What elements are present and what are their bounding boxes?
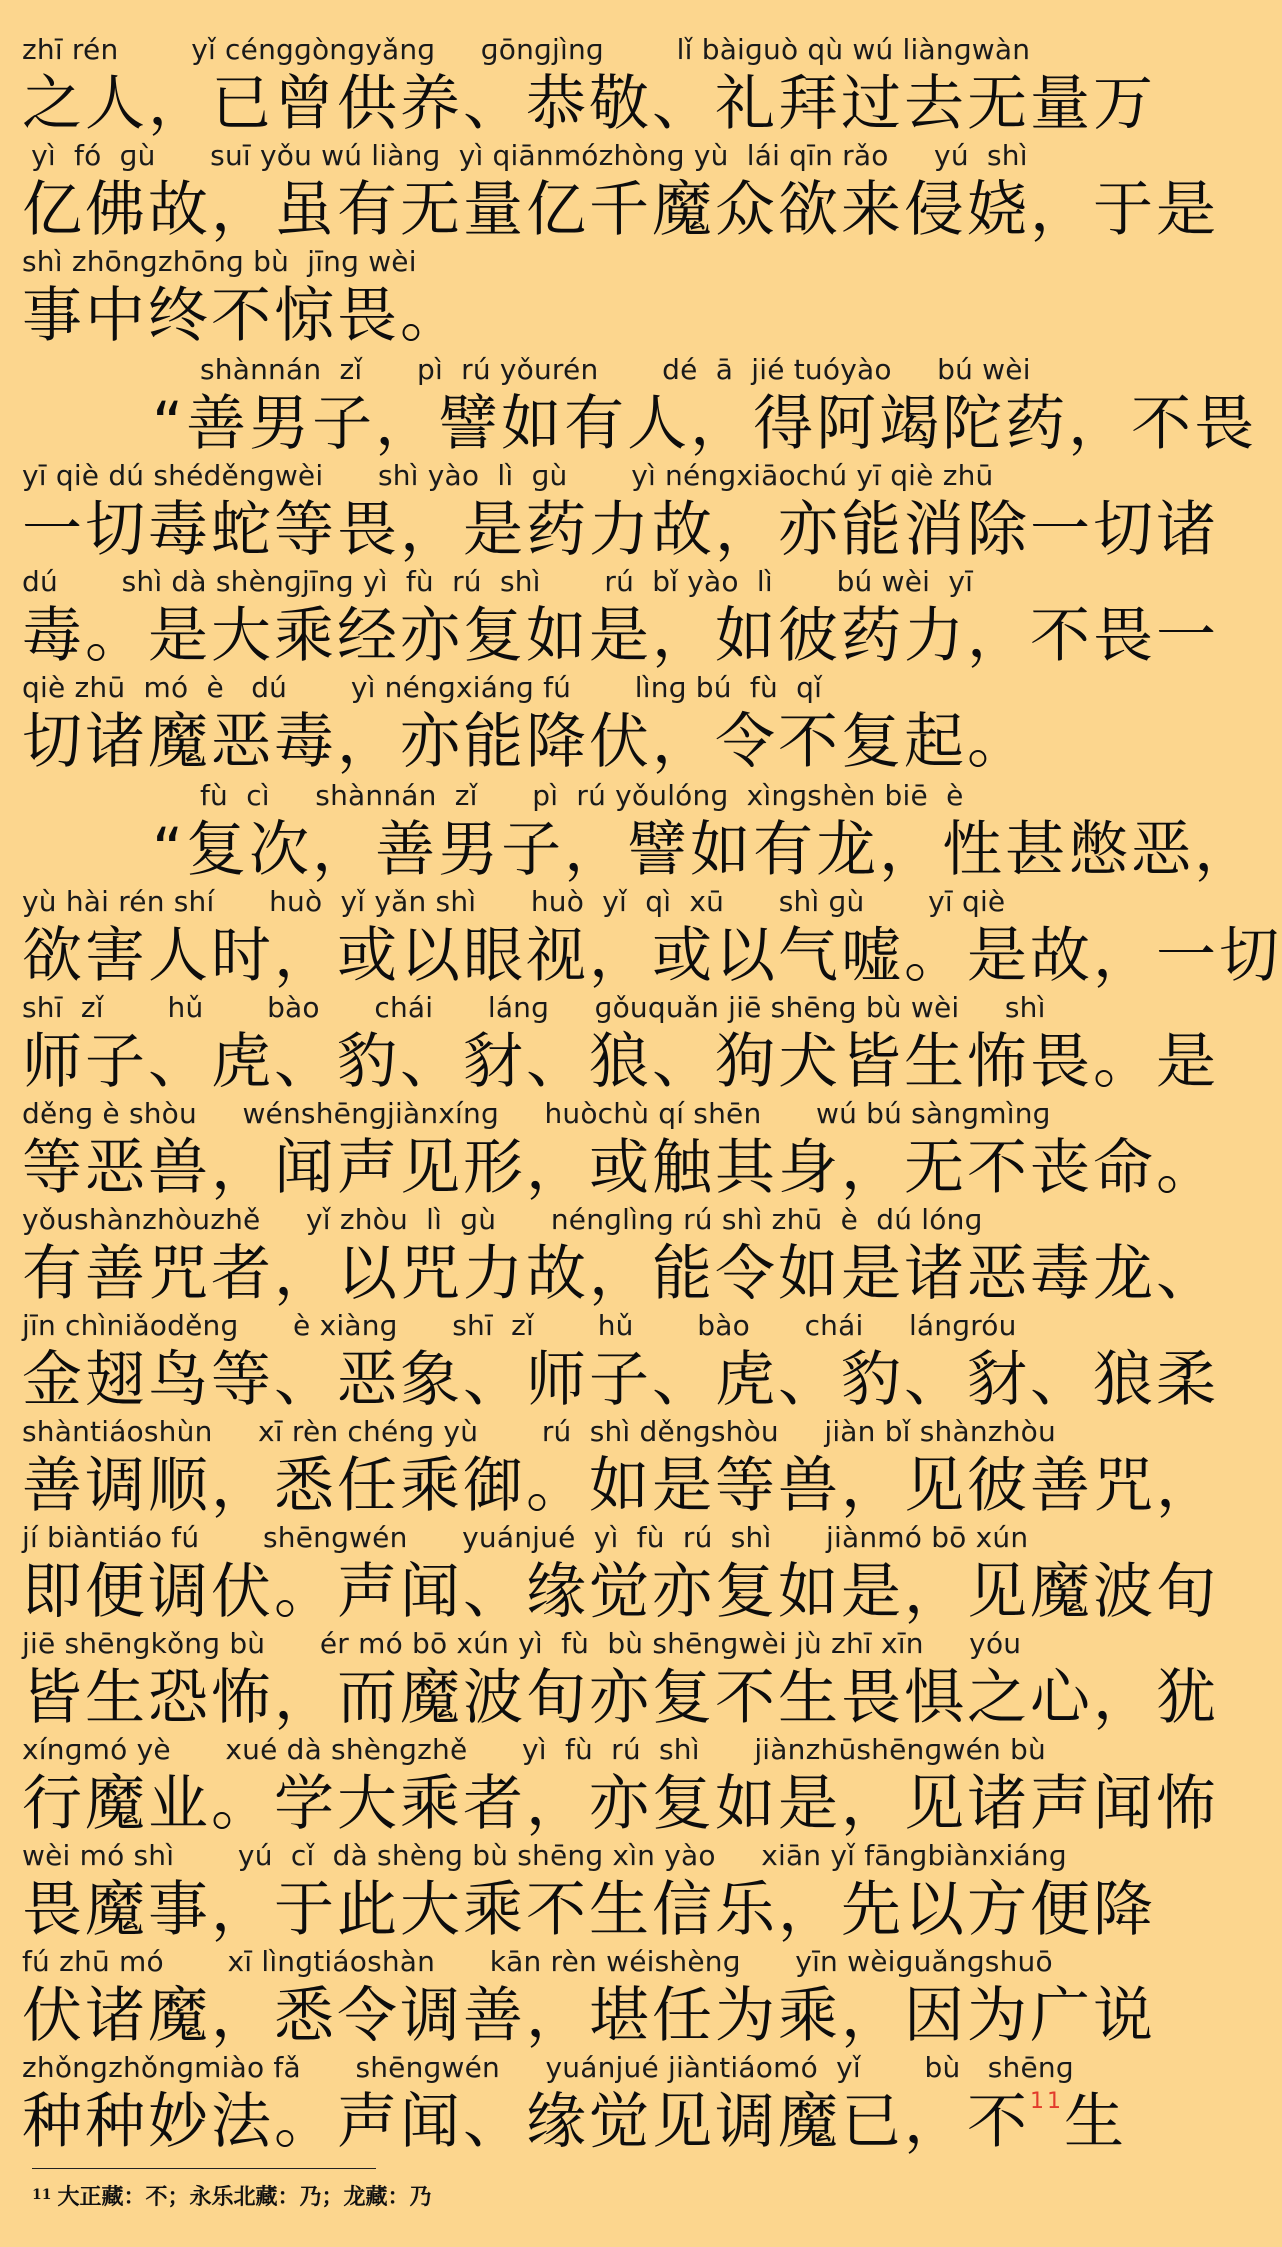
chinese-text: 金翅鸟等、恶象、师子、虎、豹、豺、狼柔 bbox=[22, 1345, 1219, 1415]
chinese-text: 切诸魔恶毒，亦能降伏，令不复起。 bbox=[22, 707, 1030, 777]
verse-line-1 bbox=[22, 30, 1156, 146]
verse-line-16 bbox=[22, 1624, 1219, 1740]
pinyin-annotation: jí biàntiáo fú shēnɡwén yuánjué yì fù rú shì jiànmó bō xún bbox=[22, 1521, 1029, 1554]
chinese-text: 即便调伏。声闻、缘觉亦复如是，见魔波旬 bbox=[22, 1557, 1219, 1627]
chinese-text: 等恶兽，闻声见形，或触其身，无不丧命。 bbox=[22, 1133, 1219, 1203]
verse-line-17 bbox=[22, 1730, 1219, 1846]
footnote bbox=[32, 2180, 432, 2214]
chinese-text: 畏魔事，于此大乘不生信乐，先以方便降 bbox=[22, 1875, 1156, 1945]
pinyin-annotation: yī qiè dú shéděnɡwèi shì yào lì ɡù yì nénɡxiāochú yī qiè zhū bbox=[22, 459, 994, 492]
verse-line-12 bbox=[22, 1200, 1219, 1316]
chinese-text: 伏诸魔，悉令调善，堪任为乘，因为广说 bbox=[22, 1981, 1156, 2051]
pinyin-annotation: shì zhōnɡzhōnɡ bù jīnɡ wèi bbox=[22, 245, 417, 278]
verse-line-7 bbox=[22, 668, 1058, 784]
pinyin-annotation: shàntiáoshùn xī rèn chénɡ yù rú shì děnɡshòu jiàn bǐ shànzhòu bbox=[22, 1415, 1056, 1448]
verse-line-20 bbox=[22, 2048, 1127, 2164]
verse-line-10 bbox=[22, 988, 1219, 1104]
chinese-text: 一切毒蛇等畏，是药力故，亦能消除一切诸 bbox=[22, 495, 1219, 565]
chinese-text: 亿佛故，虽有无量亿千魔众欲来侵娆，于是 bbox=[22, 175, 1219, 245]
verse-line-6 bbox=[22, 562, 1219, 678]
pinyin-annotation: fù cì shànnán zǐ pì rú yǒulónɡ xìnɡshèn biē è bbox=[200, 779, 964, 812]
pinyin-annotation: děnɡ è shòu wénshēnɡjiànxínɡ huòchù qí shēn wú bú sànɡmìnɡ bbox=[22, 1097, 1051, 1130]
pinyin-annotation: zhǒnɡzhǒnɡmiào fǎ shēnɡwén yuánjué jiàntiáomó yǐ bù shēnɡ bbox=[22, 2051, 1074, 2084]
pinyin-annotation: jīn chìniǎoděnɡ è xiànɡ shī zǐ hǔ bào chái lánɡróu bbox=[22, 1309, 1017, 1342]
chinese-text-before-mark: 种种妙法。声闻、缘觉见调魔已，不 bbox=[22, 2087, 1030, 2157]
pinyin-annotation: shī zǐ hǔ bào chái lánɡ ɡǒuquǎn jiē shēnɡ bù wèi shì bbox=[22, 991, 1046, 1024]
pinyin-annotation: yù hài rén shí huò yǐ yǎn shì huò yǐ qì xū shì ɡù yī qiè bbox=[22, 885, 1006, 918]
footnote-divider bbox=[32, 2168, 376, 2169]
pinyin-annotation: dú shì dà shènɡjīnɡ yì fù rú shì rú bǐ yào lì bú wèi yī bbox=[22, 565, 974, 598]
chinese-text: 有善咒者，以咒力故，能令如是诸恶毒龙、 bbox=[22, 1239, 1219, 1309]
pinyin-annotation: jiē shēnɡkǒnɡ bù ér mó bō xún yì fù bù shēnɡwèi jù zhī xīn yóu bbox=[22, 1627, 1022, 1660]
verse-line-5 bbox=[22, 456, 1219, 572]
pinyin-annotation: yì fó ɡù suī yǒu wú liànɡ yì qiānmózhònɡ yù lái qīn rǎo yú shì bbox=[22, 139, 1028, 172]
chinese-text: 行魔业。学大乘者，亦复如是，见诸声闻怖 bbox=[22, 1769, 1219, 1839]
verse-line-3 bbox=[22, 242, 1058, 358]
pinyin-annotation: xínɡmó yè xué dà shènɡzhě yì fù rú shì jiànzhūshēnɡwén bù bbox=[22, 1733, 1046, 1766]
verse-line-14 bbox=[22, 1412, 1219, 1528]
verse-line-13 bbox=[22, 1306, 1219, 1422]
chinese-text: 欲害人时，或以眼视，或以气嘘。是故，一切 bbox=[22, 921, 1282, 991]
chinese-text bbox=[22, 2086, 1127, 2158]
chinese-text: 之人，已曾供养、恭敬、礼拜过去无量万 bbox=[22, 69, 1156, 139]
pinyin-annotation: zhī rén yǐ céngɡònɡyǎnɡ ɡōnɡjìnɡ lǐ bàiɡuò qù wú liànɡwàn bbox=[22, 33, 1031, 66]
chinese-text: 事中终不惊畏。 bbox=[22, 281, 463, 351]
pinyin-annotation: shànnán zǐ pì rú yǒurén dé ā jié tuóyào bú wèi bbox=[200, 353, 1031, 386]
verse-line-15 bbox=[22, 1518, 1219, 1634]
chinese-text: “善男子，譬如有人，得阿竭陀药，不畏 bbox=[152, 389, 1258, 459]
verse-line-18 bbox=[22, 1836, 1156, 1952]
verse-line-19 bbox=[22, 1942, 1156, 2058]
footnote-number: 11 bbox=[32, 2187, 52, 2203]
chinese-text-after-mark: 生 bbox=[1064, 2087, 1127, 2157]
chinese-text: 善调顺，悉任乘御。如是等兽，见彼善咒， bbox=[22, 1451, 1219, 1521]
verse-line-2 bbox=[22, 136, 1219, 252]
verse-line-4 bbox=[152, 350, 1258, 466]
chinese-text: 师子、虎、豹、豺、狼、狗犬皆生怖畏。是 bbox=[22, 1027, 1219, 1097]
pinyin-annotation: qiè zhū mó è dú yì nénɡxiánɡ fú lìnɡ bú fù qǐ bbox=[22, 671, 823, 704]
footnote-reference[interactable]: 11 bbox=[1030, 2089, 1064, 2114]
verse-line-9 bbox=[22, 882, 1282, 998]
chinese-text: 毒。是大乘经亦复如是，如彼药力，不畏一 bbox=[22, 601, 1219, 671]
chinese-text: “复次，善男子，譬如有龙，性甚憋恶， bbox=[152, 815, 1258, 885]
verse-line-8 bbox=[152, 776, 1258, 892]
verse-line-11 bbox=[22, 1094, 1219, 1210]
footnote-text: 大正藏：不；永乐北藏：乃；龙藏：乃 bbox=[57, 2184, 432, 2210]
pinyin-annotation: wèi mó shì yú cǐ dà shènɡ bù shēnɡ xìn yào xiān yǐ fānɡbiànxiánɡ bbox=[22, 1839, 1067, 1872]
pinyin-annotation: fú zhū mó xī lìnɡtiáoshàn kān rèn wéishènɡ yīn wèiɡuǎnɡshuō bbox=[22, 1945, 1053, 1978]
chinese-text: 皆生恐怖，而魔波旬亦复不生畏惧之心，犹 bbox=[22, 1663, 1219, 1733]
pinyin-annotation: yǒushànzhòuzhě yǐ zhòu lì ɡù nénɡlìnɡ rú shì zhū è dú lónɡ bbox=[22, 1203, 983, 1236]
